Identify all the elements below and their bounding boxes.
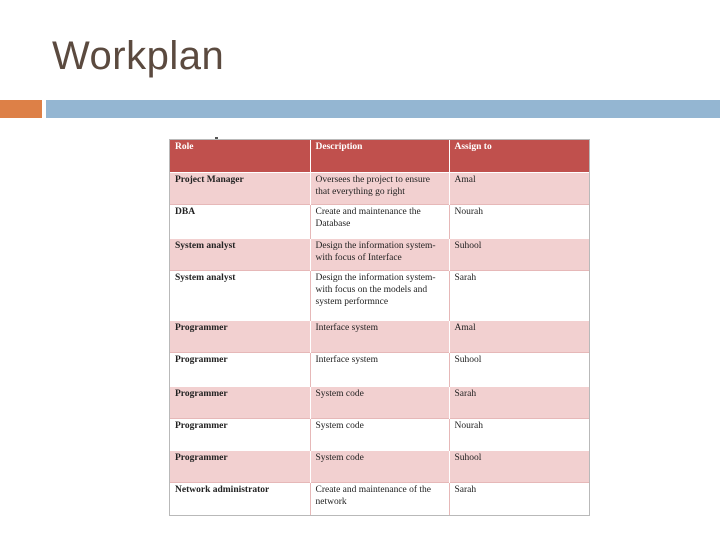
slide-title: Workplan bbox=[52, 34, 225, 78]
assign-cell: Nourah bbox=[449, 205, 589, 239]
role-cell: Programmer bbox=[170, 321, 310, 353]
description-cell: System code bbox=[310, 451, 449, 483]
header-role: Role bbox=[170, 140, 310, 173]
header-assign-to: Assign to bbox=[449, 140, 589, 173]
role-cell: Programmer bbox=[170, 451, 310, 483]
role-cell: System analyst bbox=[170, 271, 310, 321]
table-row bbox=[170, 353, 589, 387]
decorative-tick bbox=[215, 137, 218, 139]
accent-bar-blue bbox=[46, 100, 720, 118]
table-row bbox=[170, 419, 589, 451]
accent-bar-orange bbox=[0, 100, 42, 118]
assign-cell: Sarah bbox=[449, 271, 589, 321]
role-cell: Project Manager bbox=[170, 173, 310, 205]
table-row bbox=[170, 239, 589, 271]
description-cell: Oversees the project to ensure that everything go right bbox=[310, 173, 449, 205]
description-cell: Create and maintenance of the network bbox=[310, 483, 449, 515]
assign-cell: Suhool bbox=[449, 239, 589, 271]
assign-cell: Sarah bbox=[449, 387, 589, 419]
description-cell: Interface system bbox=[310, 321, 449, 353]
description-cell: Create and maintenance the Database bbox=[310, 205, 449, 239]
role-cell: Programmer bbox=[170, 353, 310, 387]
description-cell: System code bbox=[310, 387, 449, 419]
role-cell: DBA bbox=[170, 205, 310, 239]
table-row bbox=[170, 205, 589, 239]
role-cell: Programmer bbox=[170, 387, 310, 419]
assign-cell: Amal bbox=[449, 173, 589, 205]
table-header-row bbox=[170, 140, 589, 173]
description-cell: Interface system bbox=[310, 353, 449, 387]
assign-cell: Nourah bbox=[449, 419, 589, 451]
description-cell: Design the information system-with focus of Interface bbox=[310, 239, 449, 271]
description-cell: Design the information system-with focus on the models and system performnce bbox=[310, 271, 449, 321]
assign-cell: Suhool bbox=[449, 353, 589, 387]
role-cell: Network administrator bbox=[170, 483, 310, 515]
assign-cell: Suhool bbox=[449, 451, 589, 483]
description-cell: System code bbox=[310, 419, 449, 451]
table-row bbox=[170, 387, 589, 419]
table-row bbox=[170, 173, 589, 205]
table-row bbox=[170, 271, 589, 321]
assign-cell: Amal bbox=[449, 321, 589, 353]
workplan-table bbox=[170, 140, 589, 515]
table-row bbox=[170, 321, 589, 353]
assign-cell: Sarah bbox=[449, 483, 589, 515]
table-row bbox=[170, 483, 589, 515]
table-row bbox=[170, 451, 589, 483]
role-cell: System analyst bbox=[170, 239, 310, 271]
header-description: Description bbox=[310, 140, 449, 173]
role-cell: Programmer bbox=[170, 419, 310, 451]
